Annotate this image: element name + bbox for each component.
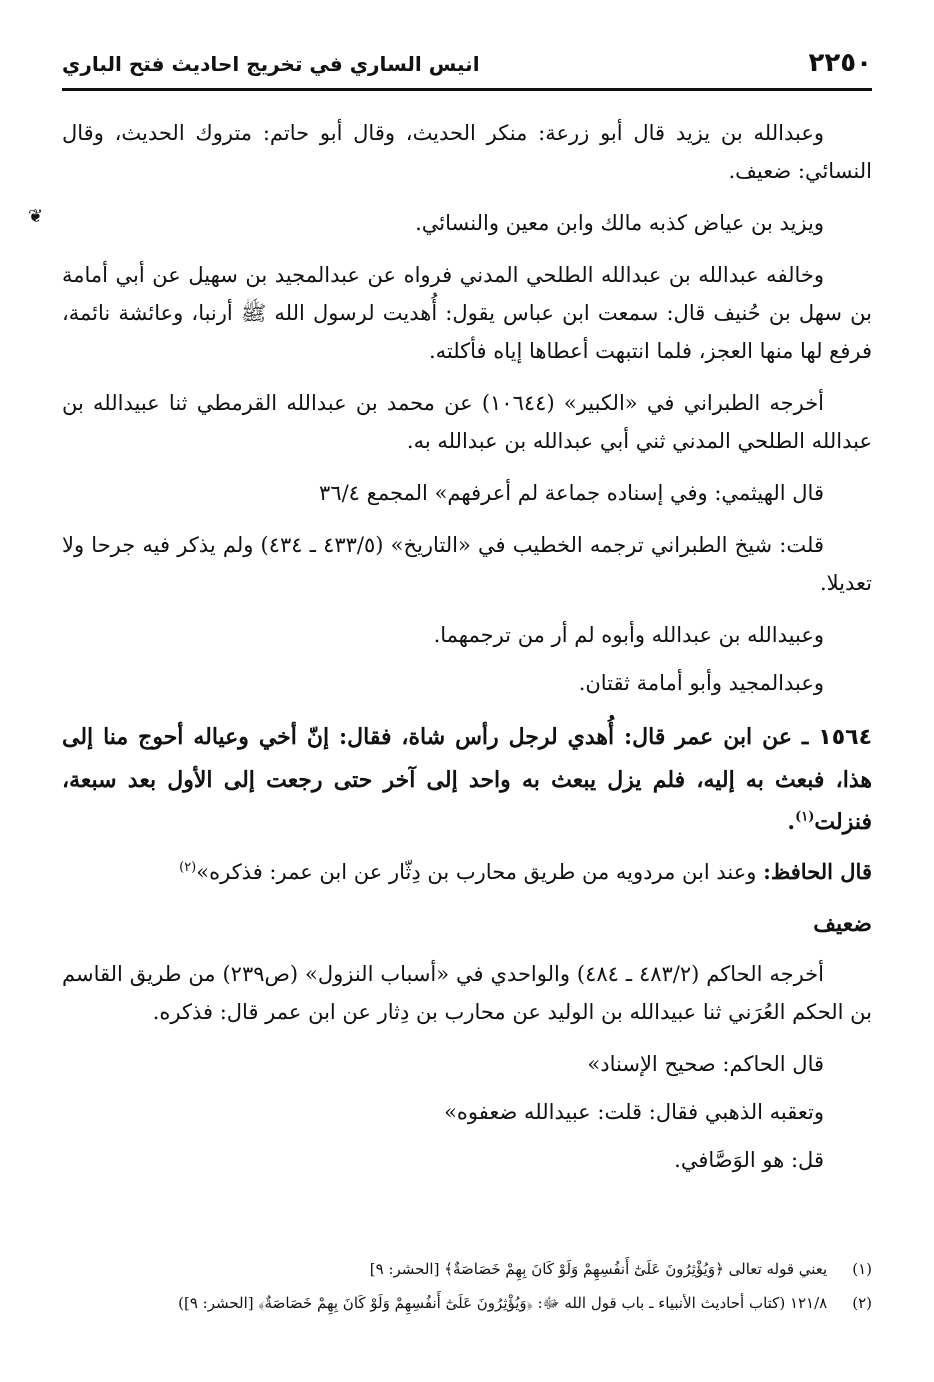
hafiz-label: قال الحافظ: (763, 859, 872, 884)
paragraph: وعبدالمجيد وأبو أمامة ثقتان. (578, 671, 824, 695)
grade-label: ضعيف (813, 911, 872, 937)
hadith-body: ـ عن ابن عمر قال: أُهدي لرجل رأس شاة، فقال: إنّ أخي وعياله أحوج منا إلى هذا، فبعث به إليه، فلم يزل يبعث به واحد إلى آخر حتى رجعت إلى الأول بعد سبعة، فنزلت (62, 724, 872, 835)
page-number: ٢٢٥٠ (808, 48, 872, 78)
footnotes (62, 1252, 872, 1320)
paragraph: قال الهيثمي: وفي إسناده جماعة لم أعرفهم» المجمع ٣٦/٤ (319, 481, 824, 505)
footnote-ref[interactable]: (١) (795, 809, 815, 825)
hafiz-text: وعند ابن مردويه من طريق محارب بن دِثّار عن ابن عمر: فذكره» (196, 860, 757, 884)
paragraph: أخرجه الطبراني في «الكبير» (١٠٦٤٤) عن محمد بن عبدالله القرمطي ثنا عبيدالله بن عبدالله الطلحي المدني ثني أبي عبدالله بن عبدالله به. (62, 391, 872, 453)
footnote-text: يعني قوله تعالى ﴿وَيُؤْثِرُونَ عَلَىٰٓ أَنفُسِهِمْ وَلَوْ كَانَ بِهِمْ خَصَاصَةٌ﴾ [الحشر: ٩] (369, 1260, 828, 1278)
paragraph: أخرجه الحاكم (٤٨٣/٢ ـ ٤٨٤) والواحدي في «أسباب النزول» (ص٢٣٩) من طريق القاسم بن الحكم العُرَني ثنا عبيدالله بن الوليد عن محارب بن دِثار عن ابن عمر قال: فذكره. (62, 962, 872, 1024)
hafiz-quote (62, 853, 872, 891)
paragraph: وتعقبه الذهبي فقال: قلت: عبيدالله ضعفوه» (444, 1100, 824, 1124)
footnote-text: ١٢١/٨ (كتاب أحاديث الأنبياء ـ باب قول الله ﷻ: ﴿وَيُؤْثِرُونَ عَلَىٰٓ أَنفُسِهِمْ وَلَوْ كَانَ بِهِمْ خَصَاصَةٌ﴾ [الحشر: ٩]) (178, 1294, 828, 1312)
paragraph: ويزيد بن عياض كذبه مالك وابن معين والنسائي. (415, 211, 824, 235)
book-title: انيس الساري في تخريج احاديث فتح الباري (62, 52, 480, 76)
header-rule (62, 88, 872, 91)
footnote-number: (١) (852, 1260, 872, 1278)
paragraph: قال الحاكم: صحيح الإسناد» (587, 1052, 824, 1076)
paragraph: وعبيدالله بن عبدالله وأبوه لم أر من ترجمهما. (433, 623, 824, 647)
footnote-number: (٢) (852, 1294, 872, 1312)
footnote-ref[interactable]: (٢) (179, 860, 197, 875)
hadith-text: ١٥٦٤ ـ عن ابن عمر قال: أُهدي لرجل رأس شاة، فقال: إنّ أخي وعياله أحوج منا إلى هذا، فبعث به إليه، فلم يزل يبعث به واحد إلى آخر حتى رجعت إلى الأول بعد سبعة، فنزلت$^{(١)}$. (62, 724, 872, 835)
main-text (62, 114, 872, 1179)
footnote-item (62, 1252, 872, 1286)
footnote-item (62, 1286, 872, 1320)
page (62, 40, 872, 1193)
page-header (62, 40, 872, 90)
paragraph: قلت: شيخ الطبراني ترجمه الخطيب في «التاريخ» (٤٣٣/٥ ـ ٤٣٤) ولم يذكر فيه جرحا ولا تعديلا. (62, 533, 872, 595)
paragraph: قل: هو الوَصَّافي. (674, 1148, 824, 1172)
paragraph: وخالفه عبدالله بن عبدالله الطلحي المدني فرواه عن عبدالمجيد بن سهيل عن أبي أمامة بن سهل بن حُنيف قال: سمعت ابن عباس يقول: أُهديت لرسول الله ﷺ أرنبا، وعائشة نائمة، فرفع لها منها العجز، فلما انتبهت أعطاها إياه فأكلته. (62, 263, 872, 363)
hadith-number: ١٥٦٤ (818, 725, 872, 750)
paragraph: وعبدالله بن يزيد قال أبو زرعة: منكر الحديث، وقال أبو حاتم: متروك الحديث، وقال النسائي: ضعيف. (62, 121, 872, 183)
ornament-icon: ❦ (28, 206, 44, 227)
